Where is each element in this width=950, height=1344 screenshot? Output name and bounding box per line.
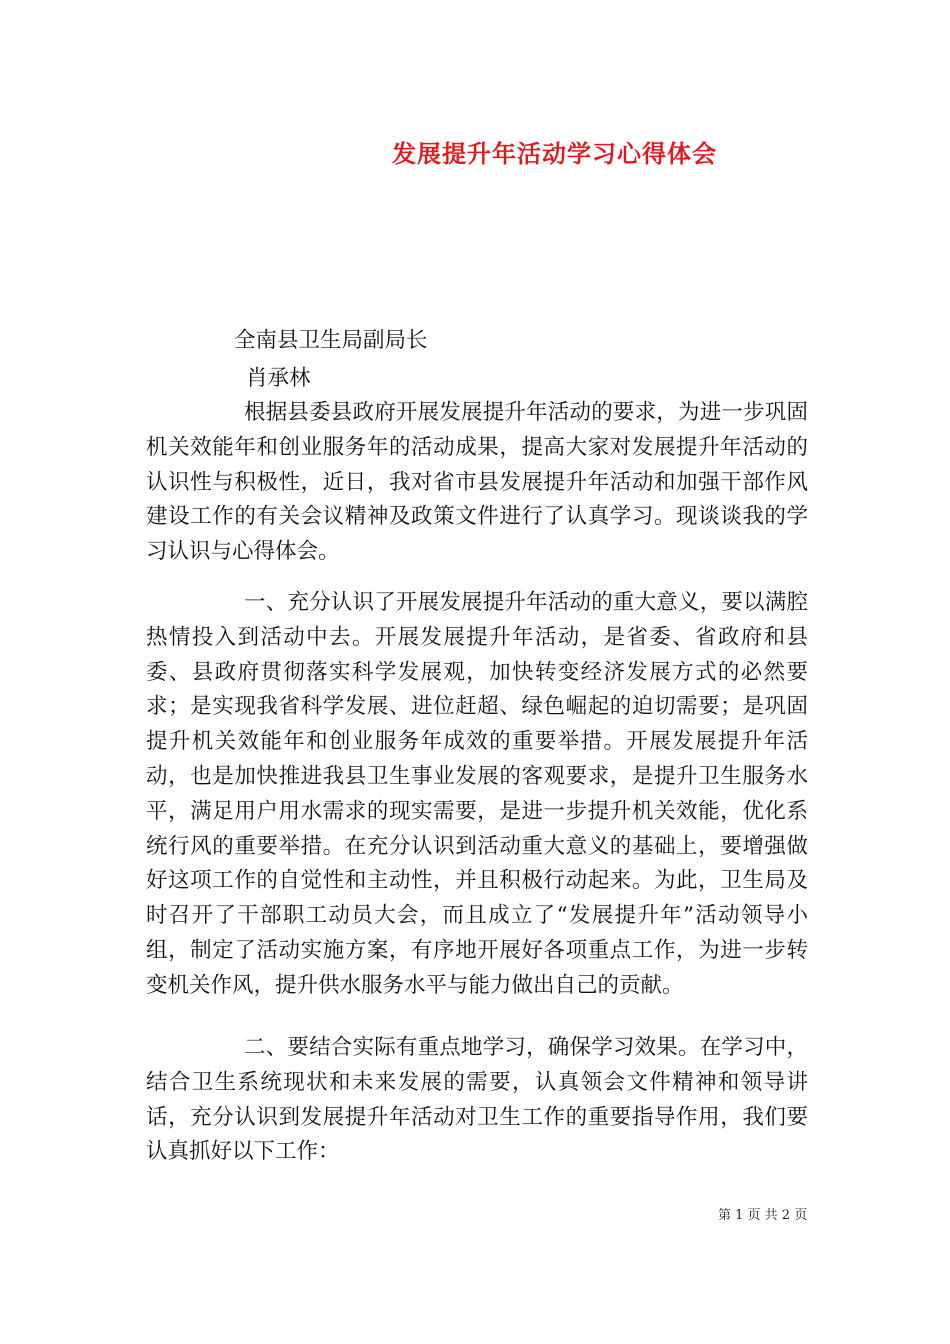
document-title: 发展提升年活动学习心得体会 (392, 139, 717, 168)
page-number-footer: 第 1 页 共 2 页 (718, 1208, 808, 1223)
author-organization: 全南县卫生局副局长 (234, 328, 428, 353)
body-paragraph-1: 根据县委县政府开展发展提升年活动的要求，为进一步巩固机关效能年和创业服务年的活动成果，提高大家对发展提升年活动的认识性与积极性，近日，我对省市县发展提升年活动和加强干部作风建设工作的有关会议精神及政策文件进行了认真学习。现谈谈我的学习认识与心得体会。 (146, 400, 808, 565)
body-paragraph-2: 一、充分认识了开展发展提升年活动的重大意义，要以满腔热情投入到活动中去。开展发展提升年活动，是省委、省政府和县委、县政府贯彻落实科学发展观，加快转变经济发展方式的必然要求；是实现我省科学发展、进位赶超、绿色崛起的迫切需要；是巩固提升机关效能年和创业服务年成效的重要举措。开展发展提升年活动，也是加快推进我县卫生事业发展的客观要求，是提升卫生服务水平，满足用户用水需求的现实需要，是进一步提升机关效能，优化系统行风的重要举措。在充分认识到活动重大意义的基础上，要增强做好这项工作的自觉性和主动性，并且积极行动起来。为此，卫生局及时召开了干部职工动员大会，而且成立了“发展提升年”活动领导小组，制定了活动实施方案，有序地开展好各项重点工作，为进一步转变机关作风，提升供水服务水平与能力做出自己的贡献。 (146, 590, 808, 998)
author-name: 肖承林 (246, 366, 311, 391)
body-paragraph-3: 二、要结合实际有重点地学习，确保学习效果。在学习中，结合卫生系统现状和未来发展的需要，认真领会文件精神和领导讲话，充分认识到发展提升年活动对卫生工作的重要指导作用，我们要认真抓好以下工作： (146, 1035, 808, 1165)
